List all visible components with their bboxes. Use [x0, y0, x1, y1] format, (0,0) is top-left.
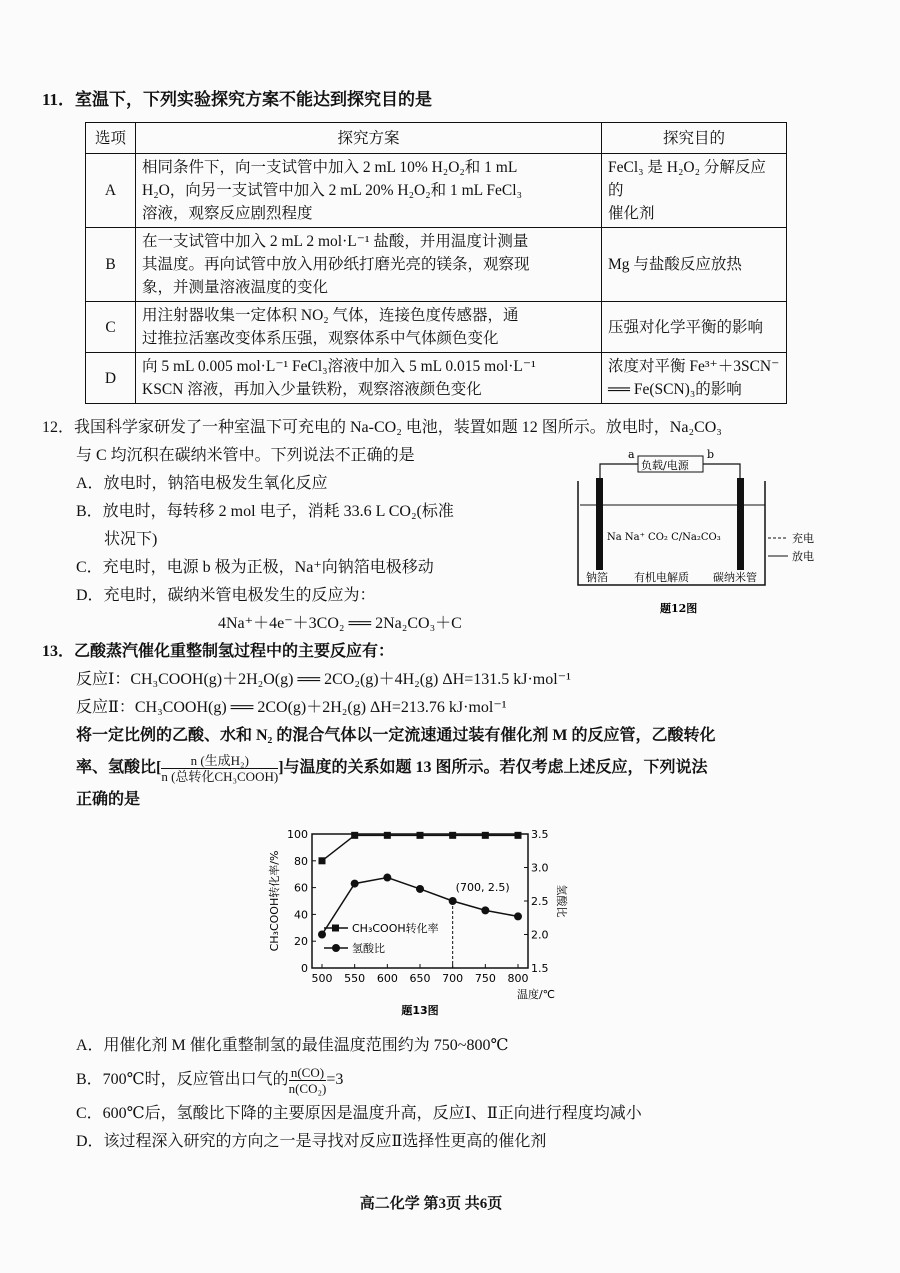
q12-option-b: B．放电时，每转移 2 mol 电子，消耗 33.6 L CO₂(标准 [76, 503, 454, 520]
header-plan: 探究方案 [136, 123, 602, 154]
q13-option-d: D．该过程深入研究的方向之一是寻找对反应Ⅱ选择性更高的催化剂 [76, 1133, 547, 1150]
b-denominator: n(CO₂) [288, 1080, 327, 1096]
x-tick-label: 500 [311, 972, 333, 985]
data-point-circle [416, 885, 424, 893]
x-tick-label: 750 [474, 972, 496, 985]
header-option: 选项 [86, 123, 136, 154]
q13-reaction2: 反应Ⅱ：CH₃COOH(g) ══ 2CO(g)＋2H₂(g) ΔH=213.76 kJ·mol⁻¹ [76, 699, 507, 716]
q13-line5 [42, 750, 840, 786]
y-tick-label: 60 [294, 881, 308, 895]
q12-body [42, 442, 840, 638]
q13-line6: 正确的是 [76, 791, 141, 808]
load-source-label: 负载/电源 [641, 459, 689, 472]
plan-line: 溶液，观察反应剧烈程度 [142, 205, 313, 222]
plan-line: 向 5 mL 0.005 mol·L⁻¹ FeCl₃溶液中加入 5 mL 0.015 mol·L⁻¹ [142, 358, 536, 375]
goal-line: Mg 与盐酸反应放热 [608, 256, 742, 273]
fraction-denominator: n (总转化CH₃COOH) [161, 768, 279, 784]
plan-cell [136, 228, 602, 302]
ratio-suffix: ]与温度的关系如题 13 图所示。若仅考虑上述反应，下列说法 [278, 759, 708, 776]
q12-option-c: C．充电时，电源 b 极为正极，Na⁺向钠箔电极移动 [76, 559, 434, 576]
goal-cell [602, 353, 787, 404]
data-point-circle [514, 912, 522, 920]
option-cell: D [86, 353, 136, 404]
plan-line: 过推拉活塞改变体系压强，观察体系中气体颜色变化 [142, 330, 499, 347]
data-point-square [384, 832, 391, 839]
y2-tick-label: 2.5 [531, 895, 549, 908]
plan-cell [136, 154, 602, 228]
table-row [86, 302, 787, 353]
q13-option-b [42, 1060, 840, 1100]
q13-reaction1: 反应Ⅰ：CH₃COOH(g)＋2H₂O(g) ══ 2CO₂(g)＋4H₂(g) ΔH=131.5 kJ·mol⁻¹ [76, 671, 571, 688]
q12-line1: 12．我国科学家研发了一种室温下可充电的 Na-CO₂ 电池，装置如题 12 图所示。放电时，Na₂CO₃ [42, 419, 722, 436]
plan-cell [136, 302, 602, 353]
series-line-0 [322, 835, 518, 860]
plan-line: 相同条件下，向一支试管中加入 2 mL 10% H₂O₂和 1 mL [142, 159, 518, 176]
goal-cell [602, 228, 787, 302]
plan-line: 用注射器收集一定体积 NO₂ 气体，连接色度传感器，通 [142, 307, 519, 324]
data-point-square [319, 857, 326, 864]
x-tick-label: 600 [376, 972, 398, 985]
table-row [86, 228, 787, 302]
q12-option-b-cont: 状况下) [104, 531, 158, 548]
option-cell: B [86, 228, 136, 302]
plan-line: 其温度。再向试管中放入用砂纸打磨光亮的镁条，观察现 [142, 256, 530, 273]
q12-option-d: D．充电时，碳纳米管电极发生的反应为： [76, 587, 376, 604]
fig13-container [42, 822, 840, 1022]
sodium-foil-electrode [596, 478, 603, 570]
label-nanotube: 碳纳米管 [713, 571, 757, 584]
header-goal: 探究目的 [602, 123, 787, 154]
data-point-square [417, 832, 424, 839]
legend-marker [332, 944, 340, 952]
q12-equation: 4Na⁺＋4e⁻＋3CO₂ ══ 2Na₂CO₃＋C [218, 615, 462, 632]
battery-diagram [570, 446, 840, 618]
y2-axis-label: 氢酸比 [555, 884, 568, 918]
species-label: Na Na⁺ CO₂ C/Na₂CO₃ [607, 532, 721, 543]
q11-stem: 11．室温下，下列实验探究方案不能达到探究目的是 [42, 90, 433, 109]
y-tick-label: 80 [294, 854, 308, 868]
plan-line: 象，并测量溶液温度的变化 [142, 279, 329, 296]
legend-charge: 充电 [792, 532, 814, 545]
q13-option-a: A．用催化剂 M 催化重整制氢的最佳温度范围约为 750~800℃ [76, 1037, 509, 1054]
plan-line: H₂O，向另一支试管中加入 2 mL 20% H₂O₂和 1 mL FeCl₃ [142, 182, 522, 199]
b-prefix: B．700℃时，反应管出口气的 [76, 1071, 289, 1088]
y2-tick-label: 3.5 [531, 828, 549, 841]
y-tick-label: 100 [287, 828, 308, 841]
data-point-square [515, 832, 522, 839]
y-tick-label: 40 [294, 908, 308, 922]
data-point-square [351, 832, 358, 839]
ratio-prefix: 率、氢酸比[ [76, 759, 162, 776]
data-point-circle [351, 880, 359, 888]
goal-line: 催化剂 [608, 205, 655, 222]
table-row [86, 353, 787, 404]
y2-tick-label: 2.0 [531, 928, 549, 942]
goal-cell [602, 154, 787, 228]
page-footer: 高二化学 第3页 共6页 [359, 1196, 503, 1212]
q12-text [42, 442, 462, 638]
fig12-caption: 题12图 [660, 602, 698, 615]
terminal-b: b [707, 448, 715, 461]
legend-discharge: 放电 [792, 550, 814, 563]
legend-label: 氢酸比 [352, 942, 385, 955]
b-suffix: =3 [326, 1071, 344, 1088]
x-tick-label: 650 [409, 972, 431, 985]
y-tick-label: 20 [294, 935, 308, 949]
q13-line1: 13．乙酸蒸汽催化重整制氢过程中的主要反应有： [42, 643, 395, 660]
q13-line4: 将一定比例的乙酸、水和 N₂ 的混合气体以一定流速通过装有催化剂 M 的反应管，乙酸转化 [76, 727, 716, 744]
chart-caption: 题13图 [401, 1004, 439, 1017]
data-point-circle [318, 931, 326, 939]
goal-line: 浓度对平衡 Fe³⁺＋3SCN⁻ [608, 358, 780, 375]
goal-line: ══ Fe(SCN)₃的影响 [608, 381, 742, 398]
goal-line: FeCl₃ 是 H₂O₂ 分解反应的 [608, 159, 766, 199]
label-electrolyte: 有机电解质 [634, 571, 689, 584]
x-tick-label: 550 [344, 972, 366, 985]
plan-cell [136, 353, 602, 404]
data-point-square [482, 832, 489, 839]
y2-tick-label: 3.0 [531, 861, 549, 875]
option-cell: C [86, 302, 136, 353]
y-tick-label: 0 [301, 962, 308, 975]
terminal-a: a [628, 448, 635, 461]
legend-marker [332, 925, 339, 932]
b-numerator: n(CO) [289, 1065, 327, 1081]
q11-table [85, 122, 787, 404]
x-tick-label: 800 [507, 972, 529, 985]
goal-cell [602, 302, 787, 353]
q12-line2: 与 C 均沉积在碳纳米管中。下列说法不正确的是 [76, 447, 415, 464]
annotation-label: (700, 2.5) [455, 881, 510, 894]
y2-tick-label: 1.5 [531, 962, 549, 975]
plan-line: KSCN 溶液，再加入少量铁粉，观察溶液颜色变化 [142, 381, 482, 398]
option-cell: A [86, 154, 136, 228]
q13-option-c: C．600℃后，氢酸比下降的主要原因是温度升高，反应Ⅰ、Ⅱ正向进行程度均减小 [76, 1105, 642, 1122]
data-point-circle [481, 906, 489, 914]
fig13-chart [260, 822, 590, 1022]
legend-label: CH₃COOH转化率 [352, 922, 439, 935]
data-point-circle [383, 874, 391, 882]
carbon-nanotube-electrode [737, 478, 744, 570]
plan-line: 在一支试管中加入 2 mL 2 mol·L⁻¹ 盐酸，并用温度计测量 [142, 233, 529, 250]
data-point-square [449, 832, 456, 839]
table-row [86, 154, 787, 228]
x-tick-label: 700 [442, 972, 464, 985]
goal-line: 压强对化学平衡的影响 [608, 318, 764, 336]
label-sodium-foil: 钠箔 [586, 571, 608, 584]
y-axis-label: CH₃COOH转化率/% [268, 850, 281, 952]
x-axis-label: 温度/℃ [516, 988, 556, 1001]
fraction-numerator: n (生成H₂) [161, 753, 278, 769]
q12-option-a: A．放电时，钠箔电极发生氧化反应 [76, 475, 328, 492]
